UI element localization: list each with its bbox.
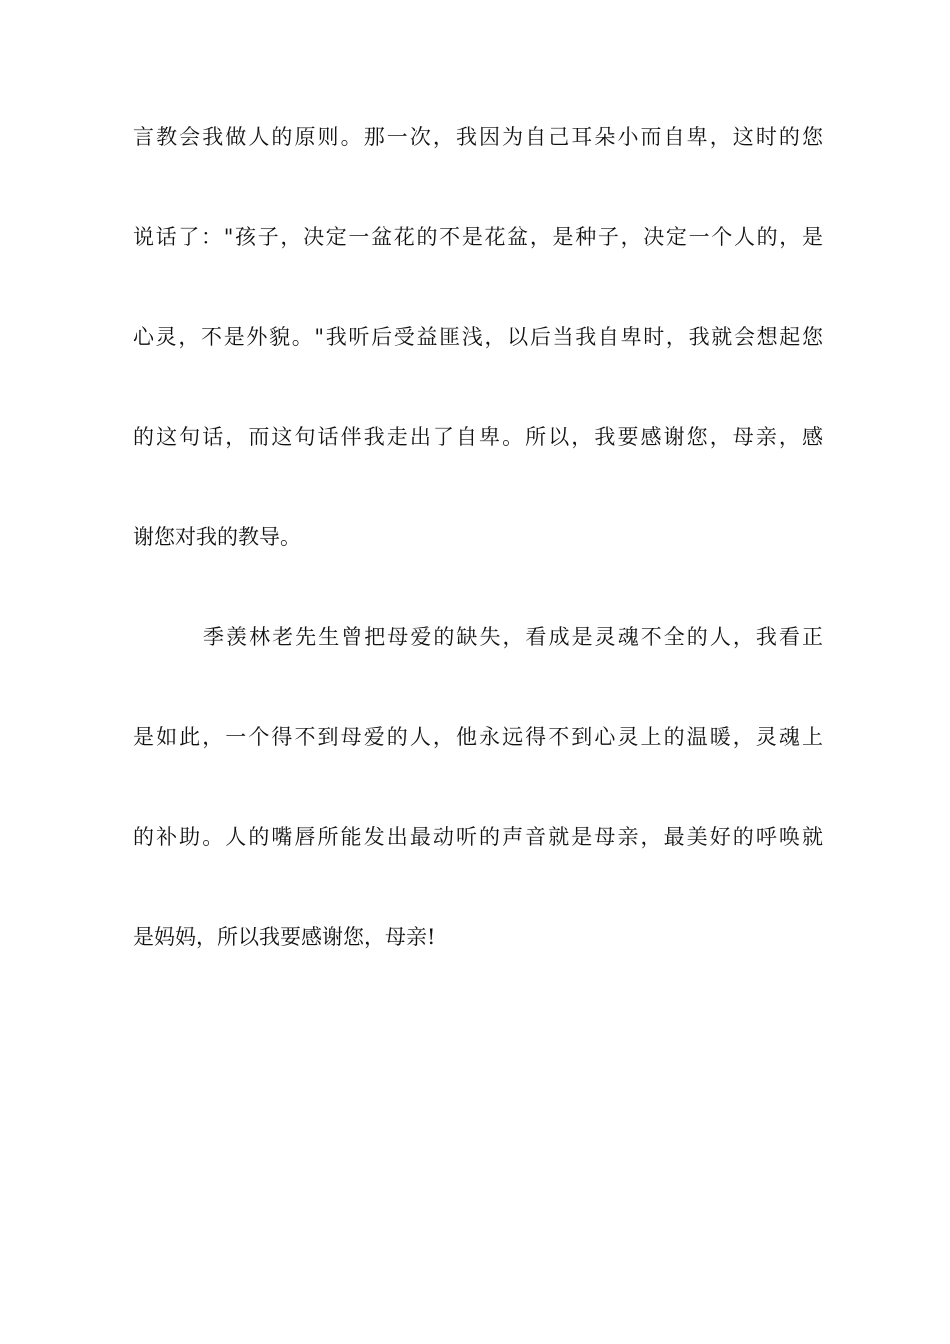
paragraph-line: 谢您对我的教导。 bbox=[133, 525, 301, 549]
paragraph-line: 是如此，一个得不到母爱的人，他永远得不到心灵上的温暖，灵魂上 bbox=[133, 725, 823, 749]
paragraph-line: 说话了："孩子，决定一盆花的不是花盆，是种子，决定一个人的，是 bbox=[133, 225, 823, 249]
paragraph-line: 是妈妈，所以我要感谢您，母亲! bbox=[133, 925, 436, 949]
paragraph-line: 言教会我做人的原则。那一次，我因为自己耳朵小而自卑，这时的您 bbox=[133, 125, 823, 149]
paragraph-line: 的这句话，而这句话伴我走出了自卑。所以，我要感谢您，母亲，感 bbox=[133, 425, 823, 449]
paragraph-line: 的补助。人的嘴唇所能发出最动听的声音就是母亲，最美好的呼唤就 bbox=[133, 825, 823, 849]
paragraph-line: 心灵，不是外貌。"我听后受益匪浅，以后当我自卑时，我就会想起您 bbox=[133, 325, 823, 349]
paragraph-line: 季羡林老先生曾把母爱的缺失，看成是灵魂不全的人，我看正 bbox=[203, 625, 823, 649]
